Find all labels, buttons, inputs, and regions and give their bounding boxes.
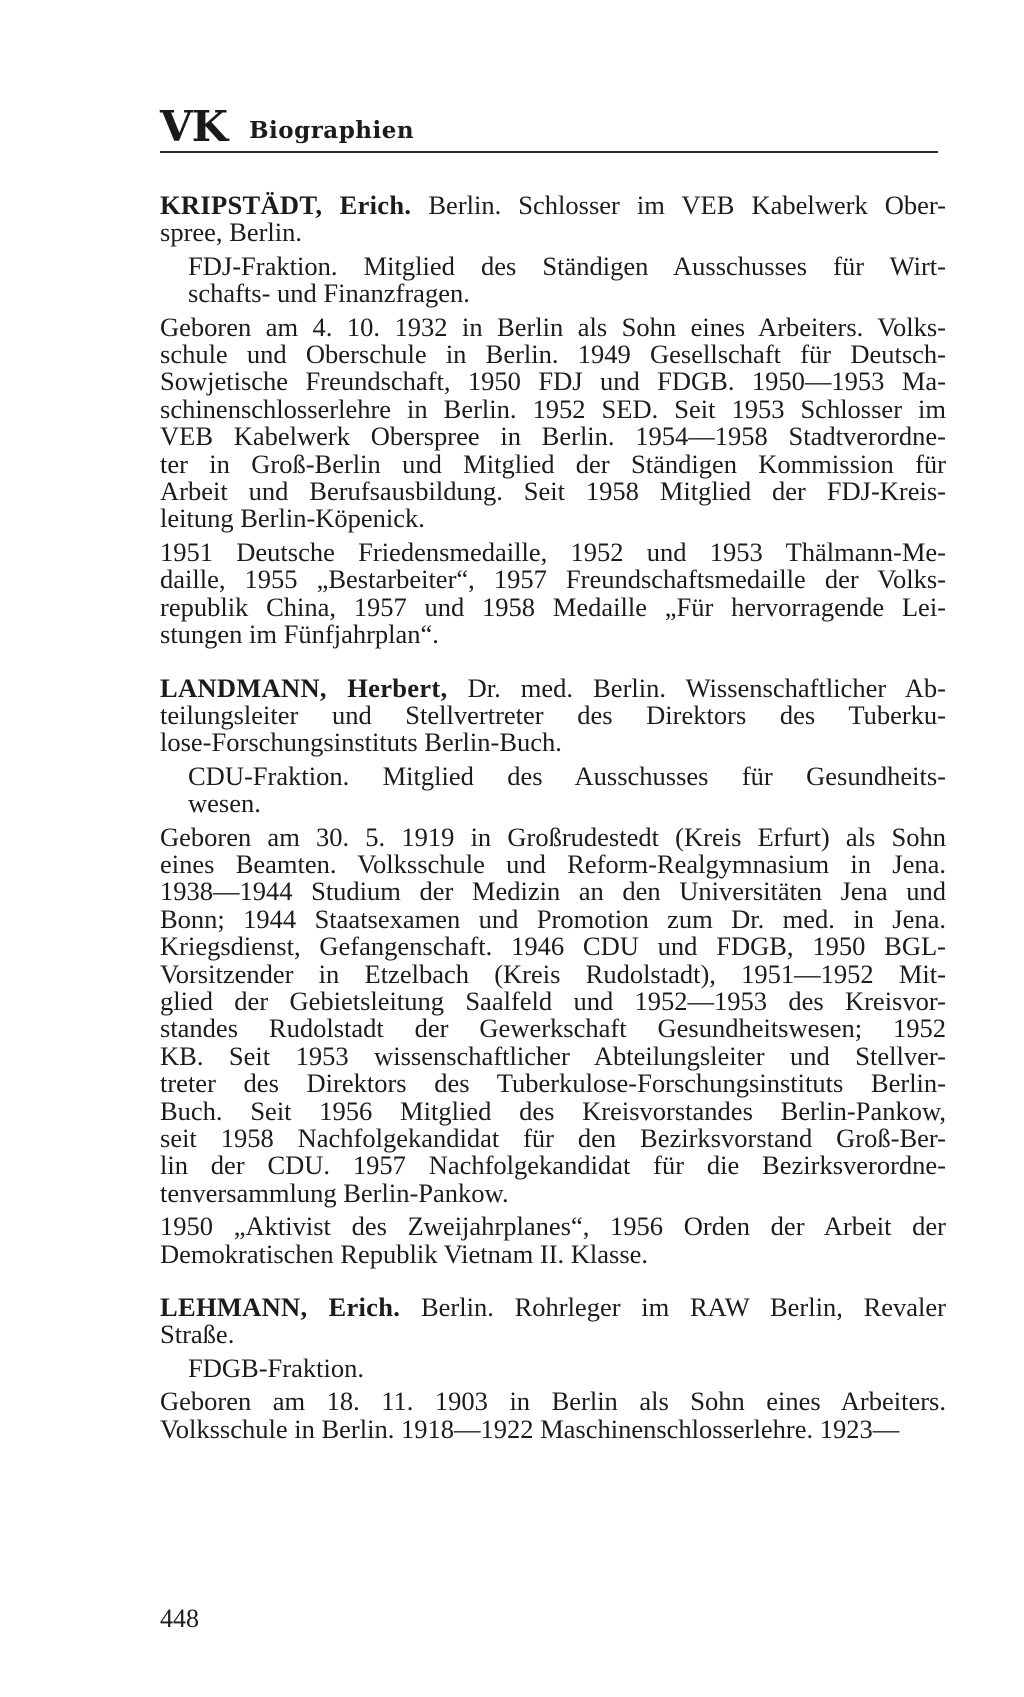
text-line: Arbeit und Berufsausbildung. Seit 1958 Mitglied der FDJ-Kreis- <box>160 476 946 507</box>
biography-entry <box>160 672 946 1269</box>
text-line: KB. Seit 1953 wissenschaftlicher Abteilungsleiter und Stellver- <box>160 1040 946 1071</box>
text-line: Bonn; 1944 Staatsexamen und Promotion zum Dr. med. in Jena. <box>160 903 946 934</box>
text-line: teilungsleiter und Stellvertreter des Direktors des Tuberku- <box>160 699 946 730</box>
text-line: Dr. med. Berlin. Wissenschaftlicher Ab- <box>447 672 946 703</box>
person-name: KRIPSTÄDT, Erich. <box>160 190 412 220</box>
text-line: daille, 1955 „Bestarbeiter“, 1957 Freundschaftsmedaille der Volks- <box>160 564 946 595</box>
text-line: stungen im Fünfjahrplan“. <box>160 619 439 650</box>
entry-first-line <box>160 672 946 703</box>
text-line: Volksschule in Berlin. 1918—1922 Maschinenschlosserlehre. 1923— <box>160 1413 900 1444</box>
text-line: treter des Direktors des Tuberkulose-Forschungsinstituts Berlin- <box>160 1068 946 1099</box>
text-line: FDJ-Fraktion. Mitglied des Ständigen Ausschusses für Wirt- <box>188 250 946 281</box>
text-line: schinenschlosserlehre in Berlin. 1952 SED. Seit 1953 Schlosser im <box>160 393 946 424</box>
text-line: ter in Groß-Berlin und Mitglied der Ständigen Kommission für <box>160 448 946 479</box>
entry-lead <box>160 672 946 758</box>
biography-entry <box>160 1294 946 1443</box>
entry-first-line <box>160 190 947 220</box>
person-name: LEHMANN, Erich. <box>160 1292 401 1323</box>
text-line: 1950 „Aktivist des Zweijahrplanes“, 1956 Orden der Arbeit der <box>160 1211 946 1242</box>
section-code: VK <box>160 102 228 151</box>
text-line: Geboren am 4. 10. 1932 in Berlin als Sohn eines Arbeiters. Volks- <box>160 311 946 342</box>
text-line: CDU-Fraktion. Mitglied des Ausschusses für Gesundheits- <box>188 760 946 791</box>
text-line: wesen. <box>188 788 261 819</box>
text-line: 1938—1944 Studium der Medizin an den Universitäten Jena und <box>160 876 946 907</box>
text-line: seit 1958 Nachfolgekandidat für den Bezirksvorstand Groß-Ber- <box>160 1123 946 1153</box>
page-number: 448 <box>160 1604 199 1633</box>
section-title: Biographien <box>249 117 415 144</box>
text-line: leitung Berlin-Köpenick. <box>160 503 425 534</box>
text-line: eines Beamten. Volksschule und Reform-Realgymnasium in Jena. <box>160 848 946 879</box>
text-line: Berlin. Rohrleger im RAW Berlin, Revaler <box>400 1292 946 1323</box>
text-column <box>160 192 946 1469</box>
text-line: tenversammlung Berlin-Pankow. <box>160 1177 509 1208</box>
text-line: glied der Gebietsleitung Saalfeld und 1952—1953 des Kreisvor- <box>160 985 946 1016</box>
person-name: LANDMANN, Herbert, <box>160 672 448 703</box>
text-line: schule und Oberschule in Berlin. 1949 Gesellschaft für Deutsch- <box>160 339 946 370</box>
biography-paragraph <box>160 311 946 534</box>
text-line: Vorsitzender in Etzelbach (Kreis Rudolstadt), 1951—1952 Mit- <box>160 958 946 989</box>
text-line: lose-Forschungsinstituts Berlin-Buch. <box>160 727 562 758</box>
biography-paragraph <box>160 821 946 1208</box>
honors-paragraph <box>160 536 946 650</box>
text-line: republik China, 1957 und 1958 Medaille „Für hervorragende Lei- <box>160 591 946 622</box>
fraktion-paragraph <box>160 760 946 819</box>
text-line: Buch. Seit 1956 Mitglied des Kreisvorstandes Berlin-Pankow, <box>160 1095 946 1126</box>
text-line: Sowjetische Freundschaft, 1950 FDJ und FDGB. 1950—1953 Ma- <box>160 366 946 397</box>
entry-first-line <box>160 1292 946 1323</box>
text-line: lin der CDU. 1957 Nachfolgekandidat für die Bezirksverordne- <box>160 1150 946 1181</box>
text-line: schafts- und Finanzfragen. <box>188 278 470 309</box>
text-line: standes Rudolstadt der Gewerkschaft Gesundheitswesen; 1952 <box>160 1013 946 1044</box>
header-rule <box>160 151 938 153</box>
fraktion-paragraph <box>160 250 946 309</box>
text-line: Berlin. Schlosser im VEB Kabelwerk Ober- <box>411 190 947 220</box>
biography-paragraph <box>160 1388 946 1443</box>
entry-lead <box>160 1294 946 1349</box>
text-line: Geboren am 18. 11. 1903 in Berlin als Sohn eines Arbeiters. <box>160 1386 946 1417</box>
text-line: Straße. <box>160 1319 235 1350</box>
text-line: Geboren am 30. 5. 1919 in Großrudestedt (Kreis Erfurt) als Sohn <box>160 821 946 852</box>
text-line: spree, Berlin. <box>160 217 303 248</box>
text-line: Kriegsdienst, Gefangenschaft. 1946 CDU und FDGB, 1950 BGL- <box>160 931 946 962</box>
biography-entry <box>160 192 946 649</box>
running-head <box>160 102 938 151</box>
text-line: Demokratischen Republik Vietnam II. Klasse. <box>160 1238 649 1269</box>
entry-lead <box>160 192 946 247</box>
honors-paragraph <box>160 1213 946 1268</box>
text-line: VEB Kabelwerk Oberspree in Berlin. 1954—1958 Stadtverordne- <box>160 421 946 452</box>
fraktion-paragraph <box>160 1352 946 1383</box>
text-line: 1951 Deutsche Friedensmedaille, 1952 und 1953 Thälmann-Me- <box>160 536 946 567</box>
text-line: FDGB-Fraktion. <box>188 1352 364 1383</box>
